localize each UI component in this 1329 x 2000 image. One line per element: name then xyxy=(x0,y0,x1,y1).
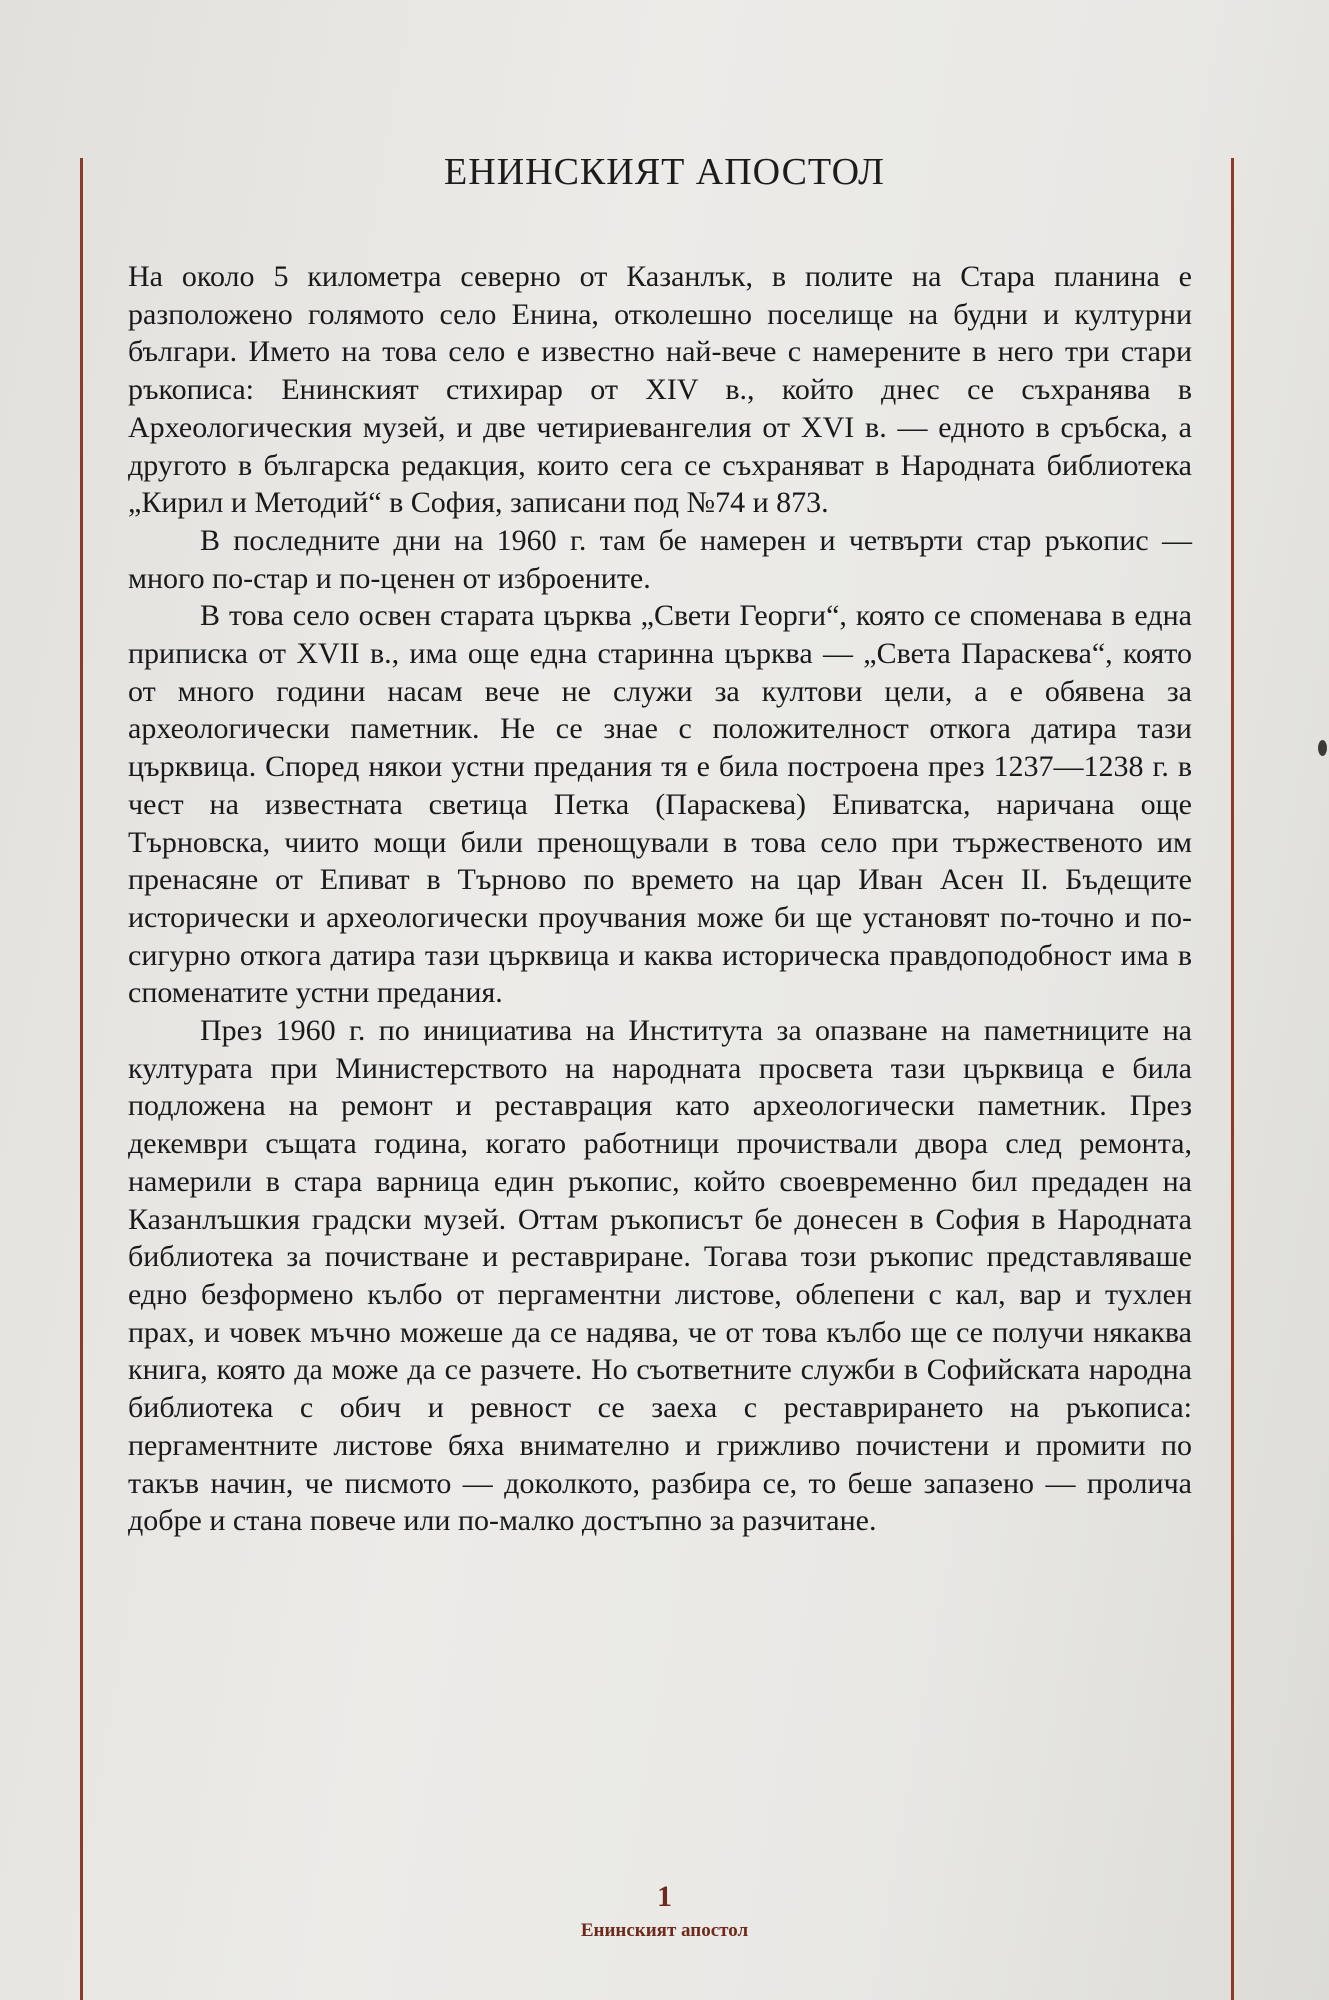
right-margin-rule xyxy=(1231,158,1234,2000)
left-margin-rule xyxy=(80,158,83,2000)
paragraph: В последните дни на 1960 г. там бе намерен и четвърти стар ръкопис — много по-стар и по-ценен от изброените. xyxy=(128,523,1192,595)
page-number: 1 xyxy=(657,1880,672,1913)
paragraph: В това село освен старата църква „Свети Георги“, която се споменава в една приписка от XVII в., има още една старинна църква — „Света Параскева“, която от много години насам вече не служи за култови цели, а е обявена за археологически паметник. Не се знае с положителност откога датира тази църквица. Според някои устни предания тя е била построена през 1237—1238 г. в чест на известната светица Петка (Параскева) Епиватска, наричана още Търновска, чиито мощи били пренощували в това село при тържественото им пренасяне от Епиват в Търново по времето на цар Иван Асен II. Бъдещите исторически и археологически проучвания може би ще установят по-точно и по-сигурно откога датира тази църквица и каква историческа правдоподобност има в споменатите устни предания. xyxy=(128,599,1192,1010)
paragraph: На около 5 километра северно от Казанлък, в полите на Стара планина е разположено голямото село Енина, отколешно поселище на будни и културни българи. Името на това село е известно най-вече с намерените в него три стари ръкописа: Енинският стихирар от XIV в., който днес се съхранява в Археологическия музей, и две четириевангелия от XVI в. — едното в сръбска, а другото в българска редакция, които сега се съхраняват в Народната библиотека „Кирил и Методий“ в София, записани под №74 и 873. xyxy=(128,260,1192,520)
paragraph: През 1960 г. по инициатива на Института за опазване на паметниците на културата при Министерството на народната просвета тази църквица е била подложена на ремонт и реставрация като археологически паметник. През декември същата година, когато работници прочиствали двора след ремонта, намерили в стара варница един ръкопис, който своевременно бил предаден на Казанлъшкия градски музей. Оттам ръкописът бе донесен в София в Народната библиотека за почистване и реставриране. Тогава този ръкопис представляваше едно безформено кълбо от пергаментни листове, облепени с кал, вар и тухлен прах, и човек мъчно можеше да се надява, че от това кълбо ще се получи някаква книга, която да може да се разчете. Но съответните служби в Софийската народна библиотека с обич и ревност се заеха с реставрирането на ръкописа: пергаментните листове бяха внимателно и грижливо почистени и промити по такъв начин, че писмото — доколкото, разбира се, то беше запазено — пролича добре и стана повече или по-малко достъпно за разчитане. xyxy=(128,1014,1192,1538)
page-edge-mark xyxy=(1318,740,1327,756)
page-title: ЕНИНСКИЯТ АПОСТОЛ xyxy=(444,151,885,193)
body-text xyxy=(128,258,1192,1540)
running-footer: Енинският апостол xyxy=(580,1920,749,1941)
